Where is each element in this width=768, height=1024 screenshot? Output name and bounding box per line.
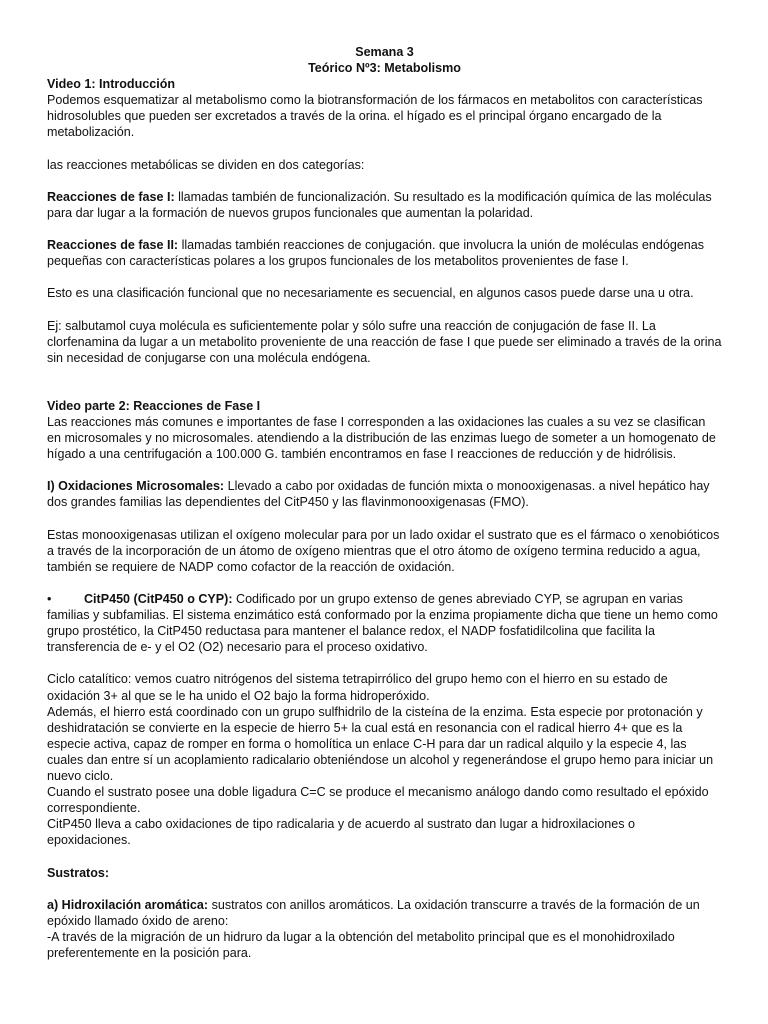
cyp-oxidation-paragraph: CitP450 lleva a cabo oxidaciones de tipo radicalaria y de acuerdo al sustrato dan lugar a hidroxilaciones o epoxidaciones.: [47, 817, 635, 848]
microsomal-oxidation-text: Llevado a cabo por oxidadas de función mixta o monooxigenasas. a nivel hepático hay dos grandes familias las dependientes del CitP450 y las flavinmonooxigenasas (FMO).: [47, 479, 710, 510]
substrates-label: Sustratos:: [47, 865, 110, 880]
video2-heading: Video parte 2: Reacciones de Fase I: [47, 398, 261, 413]
double-bond-paragraph: Cuando el sustrato posee una doble ligadura C=C se produce el mecanismo análogo dando como resultado el epóxido correspondiente.: [47, 785, 709, 816]
aromatic-hydroxylation-paragraph: [47, 897, 722, 929]
section-heading-video1: [47, 76, 722, 92]
iron-coordination-paragraph: Además, el hierro está coordinado con un grupo sulfhidrilo de la cisteína de la enzima. Esta especie por protonación y deshidratación se convierte en la especie de hierro 5+ la cual está en resonancia con el radical hierro 4+ que es la especie activa, capaz de romper en forma o homolítica un enlace C-H para dar un radical alquilo y la especie 4, las cuales dan entre sí un acoplamiento radicalario obteniéndose un alcohol y regenerándose el grupo hemo para iniciar un nuevo ciclo.: [47, 704, 714, 784]
monooxygenase-paragraph: Estas monooxigenasas utilizan el oxígeno molecular para por un lado oxidar el sustrato que es el fármaco o xenobióticos a través de la incorporación de un átomo de oxígeno mientras que el otro átomo de oxígeno termina reducido a agua, también se requiere de NADP como cofactor de la reacción de oxidación.: [47, 527, 720, 574]
cyp-paragraph: [47, 591, 722, 655]
microsomal-oxidation-paragraph: [47, 478, 722, 510]
phase1-paragraph: [47, 189, 722, 221]
hydride-migration-paragraph: -A través de la migración de un hidruro da lugar a la obtención del metabolito principal que es el monohidroxilado preferentemente en la posición para.: [47, 929, 675, 961]
section-heading-video2: [47, 398, 722, 414]
cyp-bullet-item: [47, 591, 722, 655]
phase2-text: llamadas también reacciones de conjugación. que involucra la unión de moléculas endógenas pequeñas con características polares a los grupos funcionales de los metabolitos provenientes de fase I.: [47, 238, 705, 269]
aromatic-hydroxylation-label: a) Hidroxilación aromática:: [47, 897, 209, 912]
video1-heading: Video 1: Introducción: [47, 77, 176, 92]
microsomal-oxidation-label: I) Oxidaciones Microsomales:: [47, 479, 225, 494]
aromatic-hydroxylation-text: sustratos con anillos aromáticos. La oxidación transcurre a través de la formación de un epóxido llamado óxido de areno:: [47, 897, 700, 928]
phase2-label: Reacciones de fase II:: [47, 238, 179, 253]
phase2-paragraph: [47, 237, 722, 269]
document-week-title: Semana 3: [355, 45, 414, 59]
bullet-icon: •: [47, 592, 52, 606]
video1-intro-paragraph: Podemos esquematizar al metabolismo como la biotransformación de los fármacos en metabolitos con características hidrosolubles que pueden ser excretados a través de la orina. el hígado es el principal órgano encargado de la metabolización.: [47, 93, 703, 140]
categories-paragraph: las reacciones metabólicas se dividen en dos categorías:: [47, 157, 365, 172]
example-paragraph: Ej: salbutamol cuya molécula es suficientemente polar y sólo sufre una reacción de conjugación de fase II. La clorfenamina da lugar a un metabolito proveniente de una reacción de fase I que puede ser eliminado a través de la orina sin necesidad de conjugarse con una molécula endógena.: [47, 318, 722, 365]
document-main-title: Teórico Nº3: Metabolismo: [308, 61, 461, 76]
catalytic-cycle-paragraph: Ciclo catalítico: vemos cuatro nitrógenos del sistema tetrapirrólico del grupo hemo con el hierro en su estado de oxidación 3+ al que se le ha unido el O2 bajo la forma hidroperóxido.: [47, 672, 668, 703]
classification-paragraph: Esto es una clasificación funcional que no necesariamente es secuencial, en algunos casos puede darse una u otra.: [47, 286, 694, 301]
substrates-heading: [47, 865, 722, 881]
cyp-text: Codificado por un grupo extenso de genes abreviado CYP, se agrupan en varias familias y subfamilias. El sistema enzimático está conformado por la enzima propiamente dicha que tiene un hemo como grupo prostético, la CitP450 reductasa para mantener el balance redox, el NADP fosfatidilcolina que facilita la transferencia de e- y el O2 (O2) necesario para el proceso oxidativo.: [47, 592, 718, 655]
cyp-label: CitP450 (CitP450 o CYP):: [84, 592, 233, 606]
video2-intro-paragraph: Las reacciones más comunes e importantes de fase I corresponden a las oxidaciones las cuales a su vez se clasifican en microsomales y no microsomales. atendiendo a la distribución de las enzimas luego de someter a un homogenato de hígado a una centrifugación a 100.000 G. también encontramos en fase I reacciones de reducción y de hidrólisis.: [47, 414, 716, 462]
phase1-label: Reacciones de fase I:: [47, 189, 175, 204]
phase1-text: llamadas también de funcionalización. Su resultado es la modificación química de las moléculas para dar lugar a la formación de nuevos grupos funcionales que aumentan la polaridad.: [47, 189, 712, 220]
